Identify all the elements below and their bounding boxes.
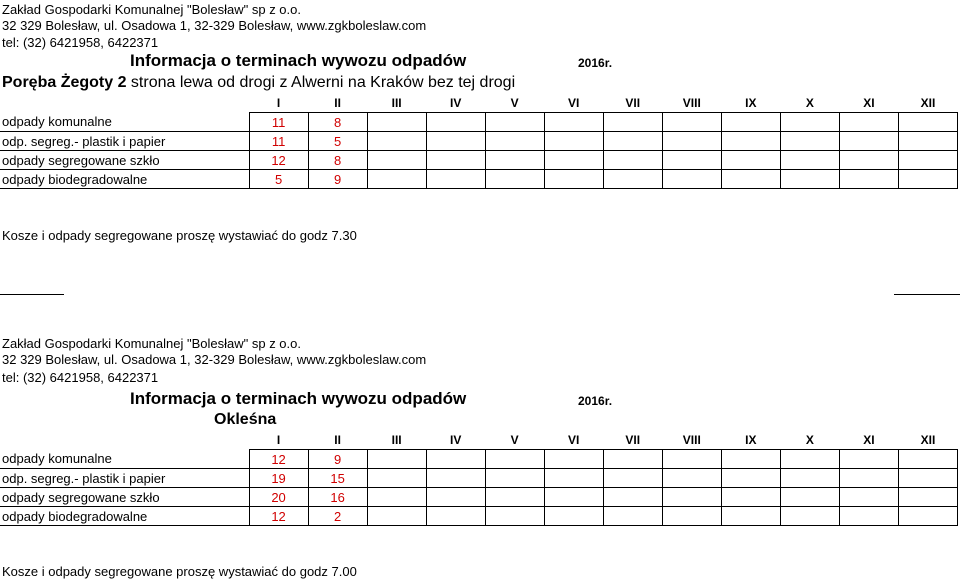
cell-value: 20 <box>249 488 308 507</box>
cell-value <box>367 507 426 526</box>
month-label: VII <box>603 431 662 450</box>
cell-value <box>898 132 957 151</box>
section-1-location-bold: Poręba Żegoty 2 <box>2 74 127 91</box>
cell-value: 12 <box>249 507 308 526</box>
month-label: VIII <box>662 94 721 113</box>
month-label: X <box>780 94 839 113</box>
section-2-year: 2016r. <box>578 394 613 408</box>
cell-value <box>544 132 603 151</box>
schedule-table-1 <box>0 94 958 189</box>
row-label: odpady biodegradowalne <box>0 507 249 526</box>
section-1-note: Kosze i odpady segregowane proszę wystawiać do godz 7.30 <box>2 228 357 243</box>
cell-value <box>839 469 898 488</box>
cell-value: 2 <box>308 507 367 526</box>
cell-value <box>544 450 603 469</box>
month-label: III <box>367 94 426 113</box>
cell-value <box>367 132 426 151</box>
months-header-row <box>0 94 958 113</box>
cell-value <box>898 469 957 488</box>
row-label: odpady komunalne <box>0 113 249 132</box>
section-1-year: 2016r. <box>578 56 613 70</box>
cell-value <box>839 170 898 189</box>
cell-value: 11 <box>249 113 308 132</box>
section-1-location <box>2 74 515 92</box>
cell-value <box>485 450 544 469</box>
cell-value <box>780 488 839 507</box>
section-1-location-rest: strona lewa od drogi z Alwerni na Kraków bez tej drogi <box>126 74 516 91</box>
month-label: XI <box>839 431 898 450</box>
month-label: V <box>485 94 544 113</box>
cell-value <box>544 151 603 170</box>
company-address-2: 32 329 Bolesław, ul. Osadowa 1, 32-329 Bolesław, www.zgkboleslaw.com <box>2 352 427 367</box>
cell-value: 11 <box>249 132 308 151</box>
cell-value <box>544 488 603 507</box>
cell-value <box>485 488 544 507</box>
table-row <box>0 469 958 488</box>
cell-value <box>367 450 426 469</box>
section-1-title: Informacja o terminach wywozu odpadów <box>130 51 467 70</box>
cell-value <box>426 488 485 507</box>
cell-value <box>662 488 721 507</box>
month-label: XI <box>839 94 898 113</box>
cell-value <box>603 113 662 132</box>
cell-value: 9 <box>308 450 367 469</box>
cell-value <box>367 488 426 507</box>
month-label: XII <box>898 94 957 113</box>
month-label: I <box>249 94 308 113</box>
cell-value <box>839 151 898 170</box>
table-row <box>0 450 958 469</box>
cell-value <box>780 132 839 151</box>
table-row <box>0 151 958 170</box>
month-label: IX <box>721 431 780 450</box>
cell-value <box>898 170 957 189</box>
cell-value <box>367 113 426 132</box>
cell-value <box>603 450 662 469</box>
month-label: V <box>485 431 544 450</box>
cell-value: 5 <box>249 170 308 189</box>
cell-value <box>721 132 780 151</box>
cell-value <box>839 488 898 507</box>
cell-value <box>721 113 780 132</box>
cell-value <box>898 113 957 132</box>
table-row <box>0 488 958 507</box>
cell-value <box>544 113 603 132</box>
divider-left <box>0 294 64 295</box>
table-row <box>0 113 958 132</box>
schedule-table-2 <box>0 431 958 526</box>
cell-value <box>898 450 957 469</box>
cell-value <box>780 450 839 469</box>
cell-value: 12 <box>249 151 308 170</box>
months-header-blank <box>0 431 249 450</box>
month-label: IV <box>426 431 485 450</box>
cell-value <box>603 151 662 170</box>
cell-value <box>426 113 485 132</box>
cell-value: 5 <box>308 132 367 151</box>
cell-value <box>426 507 485 526</box>
cell-value <box>603 469 662 488</box>
cell-value <box>839 450 898 469</box>
cell-value <box>485 507 544 526</box>
cell-value <box>839 132 898 151</box>
cell-value <box>721 507 780 526</box>
cell-value <box>898 488 957 507</box>
cell-value <box>662 151 721 170</box>
cell-value <box>721 450 780 469</box>
cell-value: 8 <box>308 151 367 170</box>
row-label: odp. segreg.- plastik i papier <box>0 469 249 488</box>
divider-right <box>894 294 960 295</box>
cell-value <box>485 170 544 189</box>
cell-value <box>603 132 662 151</box>
cell-value <box>780 507 839 526</box>
cell-value <box>485 469 544 488</box>
cell-value: 8 <box>308 113 367 132</box>
month-label: VII <box>603 94 662 113</box>
month-label: II <box>308 431 367 450</box>
section-2-title: Informacja o terminach wywozu odpadów <box>130 389 467 408</box>
month-label: I <box>249 431 308 450</box>
month-label: XII <box>898 431 957 450</box>
cell-value <box>544 469 603 488</box>
row-label: odpady segregowane szkło <box>0 151 249 170</box>
cell-value <box>780 170 839 189</box>
months-header-blank <box>0 94 249 113</box>
cell-value <box>603 507 662 526</box>
cell-value <box>485 132 544 151</box>
cell-value <box>426 132 485 151</box>
company-name-2: Zakład Gospodarki Komunalnej "Bolesław" sp z o.o. <box>2 336 301 351</box>
cell-value <box>662 469 721 488</box>
cell-value <box>780 113 839 132</box>
cell-value <box>721 170 780 189</box>
table-row <box>0 132 958 151</box>
cell-value: 16 <box>308 488 367 507</box>
cell-value <box>426 469 485 488</box>
cell-value <box>662 170 721 189</box>
row-label: odpady biodegradowalne <box>0 170 249 189</box>
cell-value <box>367 151 426 170</box>
section-2-note: Kosze i odpady segregowane proszę wystawiać do godz 7.00 <box>2 564 357 579</box>
month-label: II <box>308 94 367 113</box>
cell-value <box>426 450 485 469</box>
months-header-row <box>0 431 958 450</box>
cell-value <box>662 507 721 526</box>
month-label: VI <box>544 94 603 113</box>
cell-value <box>426 170 485 189</box>
cell-value <box>721 488 780 507</box>
month-label: VI <box>544 431 603 450</box>
company-phone-2: tel: (32) 6421958, 6422371 <box>2 370 159 385</box>
row-label: odpady segregowane szkło <box>0 488 249 507</box>
cell-value <box>603 170 662 189</box>
cell-value <box>544 170 603 189</box>
cell-value <box>898 507 957 526</box>
company-name: Zakład Gospodarki Komunalnej "Bolesław" sp z o.o. <box>2 2 301 17</box>
cell-value <box>898 151 957 170</box>
cell-value: 15 <box>308 469 367 488</box>
cell-value <box>603 488 662 507</box>
row-label: odpady komunalne <box>0 450 249 469</box>
cell-value <box>721 469 780 488</box>
cell-value <box>839 507 898 526</box>
cell-value <box>485 151 544 170</box>
section-2-location: Okleśna <box>214 411 277 428</box>
cell-value <box>839 113 898 132</box>
cell-value <box>367 469 426 488</box>
cell-value: 9 <box>308 170 367 189</box>
cell-value <box>780 469 839 488</box>
cell-value <box>367 170 426 189</box>
company-phone: tel: (32) 6421958, 6422371 <box>2 35 159 50</box>
cell-value <box>544 507 603 526</box>
month-label: IX <box>721 94 780 113</box>
month-label: VIII <box>662 431 721 450</box>
cell-value <box>426 151 485 170</box>
cell-value <box>780 151 839 170</box>
table-row <box>0 507 958 526</box>
cell-value <box>662 113 721 132</box>
cell-value <box>721 151 780 170</box>
cell-value <box>662 450 721 469</box>
row-label: odp. segreg.- plastik i papier <box>0 132 249 151</box>
month-label: III <box>367 431 426 450</box>
month-label: IV <box>426 94 485 113</box>
cell-value <box>662 132 721 151</box>
month-label: X <box>780 431 839 450</box>
table-row <box>0 170 958 189</box>
cell-value: 12 <box>249 450 308 469</box>
cell-value: 19 <box>249 469 308 488</box>
cell-value <box>485 113 544 132</box>
company-address: 32 329 Bolesław, ul. Osadowa 1, 32-329 Bolesław, www.zgkboleslaw.com <box>2 18 427 33</box>
